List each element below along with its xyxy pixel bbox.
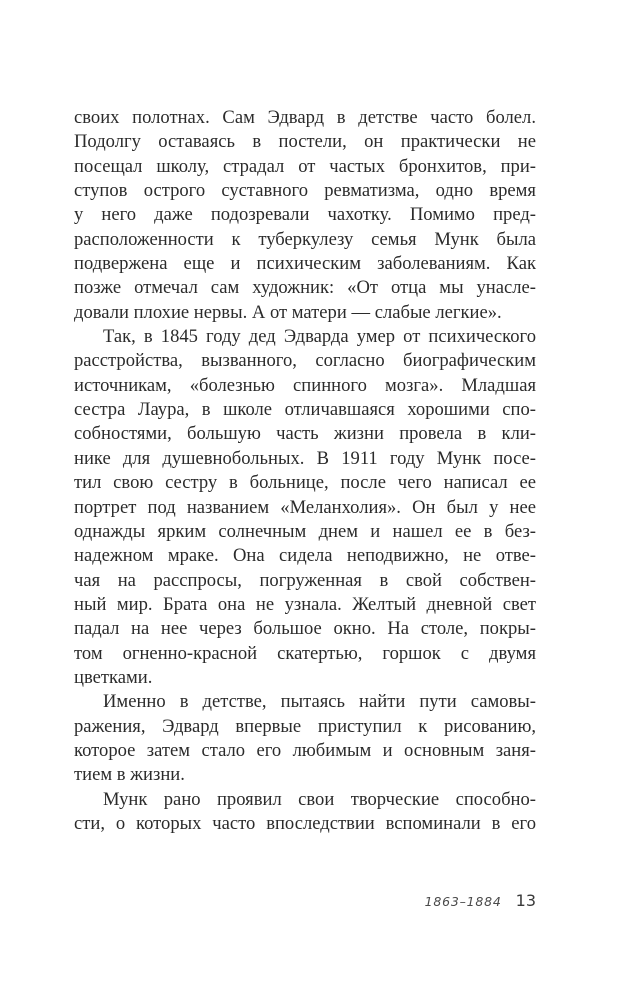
text-line: тил свою сестру в больнице, после чего написал ее <box>74 472 536 494</box>
text-line: ступов острого суставного ревматизма, одно время <box>74 180 536 202</box>
text-line: тием в жизни. <box>74 764 185 786</box>
text-line: Подолгу оставаясь в постели, он практически не <box>74 131 536 153</box>
text-line: портрет под названием «Меланхолия». Он был у нее <box>74 496 536 518</box>
text-line: Мунк рано проявил свои творческие способно- <box>103 788 536 810</box>
text-line: Именно в детстве, пытаясь найти пути самовы- <box>103 691 536 713</box>
body-text <box>74 106 536 836</box>
text-line: сестра Лаура, в школе отличавшаяся хорошими спо- <box>74 399 536 421</box>
text-line: сти, о которых часто впоследствии вспоминали в его <box>74 812 536 834</box>
text-line: падал на нее через большое окно. На столе, покры- <box>74 618 536 640</box>
text-line: надежном мраке. Она сидела неподвижно, не отве- <box>74 545 536 567</box>
text-line: подвержена еще и психическим заболеваниям. Как <box>74 253 536 275</box>
text-line: нике для душевнобольных. В 1911 году Мунк посе- <box>74 447 536 469</box>
text-line: ный мир. Брата она не узнала. Желтый дневной свет <box>74 593 536 615</box>
text-line: том огненно-красной скатертью, горшок с двумя <box>74 642 536 664</box>
text-line: расположенности к туберкулезу семья Мунк была <box>74 228 536 250</box>
text-line: ражения, Эдвард впервые приступил к рисованию, <box>74 715 536 737</box>
running-head: 1863–1884 <box>424 894 502 909</box>
text-line: однажды ярким солнечным днем и нашел ее в без- <box>74 520 536 542</box>
text-line: расстройства, вызванного, согласно биографическим <box>74 350 536 372</box>
paragraph <box>74 325 536 690</box>
text-line: которое затем стало его любимым и основным заня- <box>74 739 536 761</box>
text-line: своих полотнах. Сам Эдвард в детстве часто болел. <box>74 107 536 128</box>
text-line: Так, в 1845 году дед Эдварда умер от психического <box>103 326 536 348</box>
text-line: довали плохие нервы. А от матери — слабые легкие». <box>74 301 502 323</box>
paragraph <box>74 690 536 787</box>
paragraph <box>74 788 536 837</box>
page-number: 13 <box>515 891 536 910</box>
paragraph <box>74 106 536 325</box>
text-line: чая на расспросы, погруженная в свой собствен- <box>74 569 536 591</box>
text-line: источникам, «болезнью спинного мозга». Младшая <box>74 374 536 396</box>
text-line: у него даже подозревали чахотку. Помимо пред- <box>74 204 536 226</box>
text-line: посещал школу, страдал от частых бронхитов, при- <box>74 155 536 177</box>
text-line: цветками. <box>74 666 153 688</box>
text-line: собностями, большую часть жизни провела в кли- <box>74 423 536 445</box>
page-footer <box>425 891 536 910</box>
text-line: позже отмечал сам художник: «От отца мы унасле- <box>74 277 536 299</box>
